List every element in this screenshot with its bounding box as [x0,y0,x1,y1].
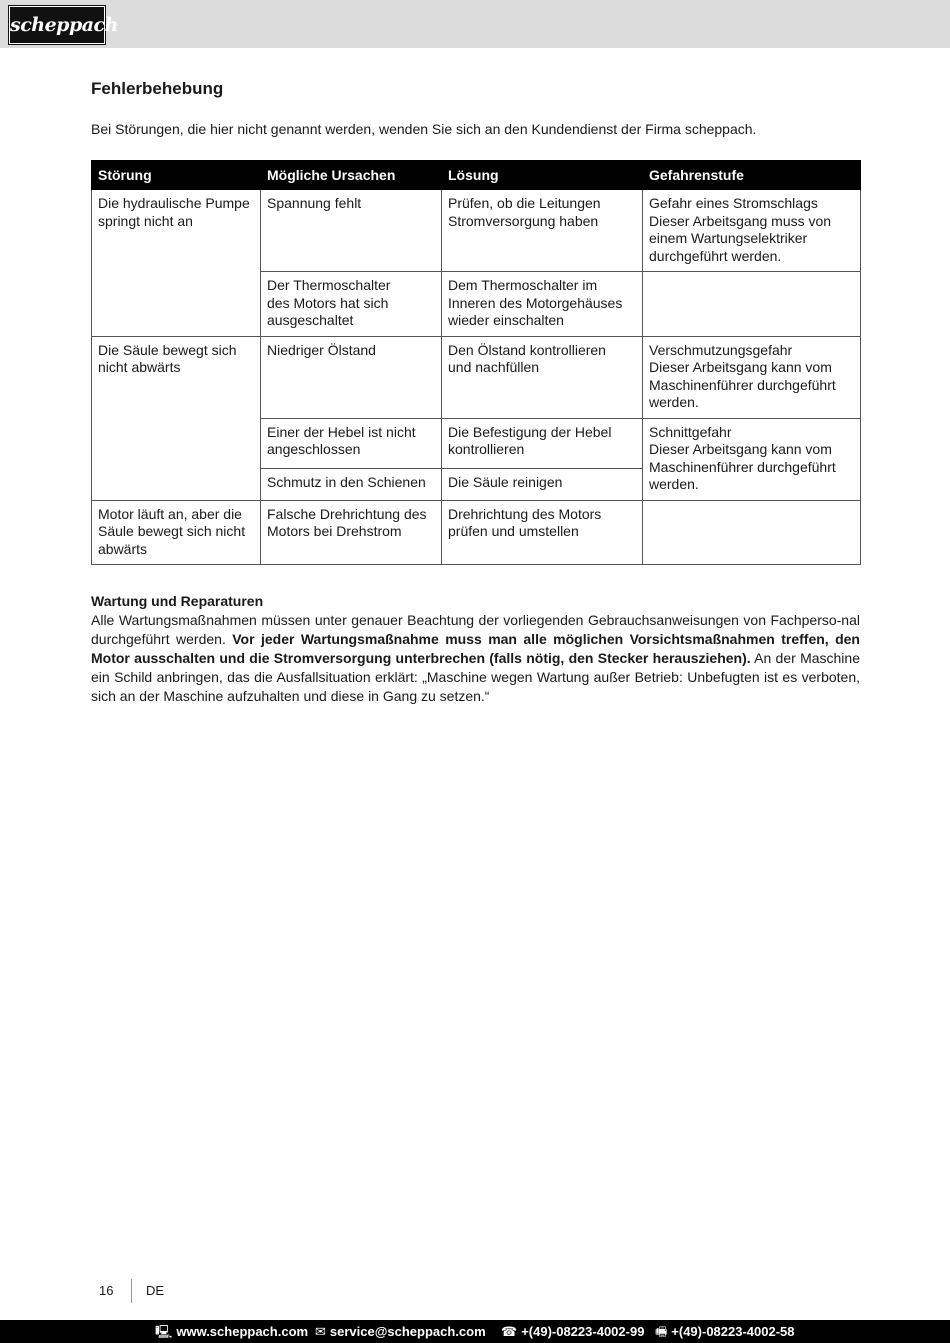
cell-line: abwärts [98,540,148,557]
cell-line: werden. [649,394,699,410]
cell-line: Maschinenführer durchgeführt [649,458,836,475]
phone-number: +(49)-08223-4002-99 [521,1324,645,1339]
cell-line: kontrollieren [448,441,525,457]
cell-line: Die Säule reinigen [448,473,563,490]
maintenance-title: Wartung und Reparaturen [91,593,264,609]
header-bar [0,0,950,48]
cell-line: Der Thermoschalter [267,277,391,293]
table-row [92,190,861,272]
fault-cell [92,336,261,500]
cell-line: des Motors hat sich [267,294,389,311]
header-fault: Störung [92,161,261,190]
header-causes: Mögliche Ursachen [261,161,442,190]
troubleshooting-table [91,160,861,565]
cell-line: Prüfen, ob die Leitungen [448,195,601,211]
fault-cell [92,500,261,565]
danger-cell [643,190,861,272]
cell-line: Die hydraulische Pumpe [98,195,250,211]
solution-cell [442,336,643,418]
cell-line: Verschmutzungsgefahr [649,341,793,358]
cell-line: Gefahr eines Stromschlags [649,195,818,211]
header-danger-level: Gefahrenstufe [643,161,861,190]
danger-cell [643,418,861,500]
cause-cell [261,336,442,418]
cause-cell [261,468,442,500]
email-link[interactable]: service@scheppach.com [329,1324,486,1339]
solution-cell [442,468,643,500]
table-row [92,336,861,418]
maintenance-text [91,611,860,706]
cause-cell [261,272,442,337]
cell-line: Dem Thermoschalter im [448,277,598,293]
table-row [92,500,861,565]
solution-cell [442,272,643,337]
cell-line: werden. [649,476,699,492]
website-contact[interactable] [155,1320,308,1343]
fax-contact [655,1320,795,1343]
cell-line: Maschinenführer durchgeführt [649,376,836,393]
cell-line: einem Wartungselektriker [649,230,808,246]
page-title: Fehlerbehebung [91,79,224,98]
phone-icon: ☎ [501,1324,518,1339]
cell-line: Die Befestigung der Hebel [448,423,612,440]
cause-cell [261,190,442,272]
cell-line: angeschlossen [267,441,361,457]
page-footer [91,1279,164,1303]
email-contact[interactable] [315,1320,486,1343]
website-link[interactable]: www.scheppach.com [176,1324,309,1339]
maintenance-text-part: Alle Wartungsmaßnahmen müssen unter genauer Beachtung der vorliegenden Gebrauchsanweisungen von Fachperso-nal durchgeführt werden. [91,612,860,647]
cell-line: Drehrichtung des Motors [448,505,602,522]
cell-line: Schmutz in den Schienen [267,473,426,490]
solution-cell [442,190,643,272]
cell-line: Schnittgefahr [649,423,732,440]
cell-line: Dieser Arbeitsgang kann vom [649,441,832,457]
computer-icon: 🖳 [155,1324,173,1339]
header-solution: Lösung [442,161,643,190]
phone-contact [501,1320,644,1343]
cell-line: Dieser Arbeitsgang muss von [649,212,832,229]
cell-line: Motor läuft an, aber die [98,505,242,522]
cell-line: prüfen und umstellen [448,523,579,539]
table-header-row [92,161,861,190]
cell-line: Niedriger Ölstand [267,341,376,358]
fault-cell [92,190,261,337]
cell-line: ausgeschaltet [267,312,354,328]
danger-cell [643,336,861,418]
danger-cell-empty [643,272,861,337]
cell-line: springt nicht an [98,212,193,229]
scheppach-logo: scheppach [9,6,105,44]
cell-line: Spannung fehlt [267,195,362,211]
intro-text: Bei Störungen, die hier nicht genannt werden, wenden Sie sich an den Kundendienst der Firma scheppach. [91,121,757,137]
cell-line: Den Ölstand kontrollieren [448,341,606,358]
fax-icon: 🖷 [655,1324,668,1339]
fax-number: +(49)-08223-4002-58 [671,1324,795,1339]
page-number: 16 [91,1279,132,1303]
cell-line: nicht abwärts [98,359,181,375]
solution-cell [442,418,643,468]
danger-cell-empty [643,500,861,565]
cell-line: durchgeführt werden. [649,247,782,264]
contact-bar [0,1320,950,1343]
maintenance-warning-bold: Vor jeder Wartungsmaßnahme muss man alle möglichen Vorsichtsmaßnahmen treffen, den Motor ausschalten und die Stromversorgung unterbrechen (falls nötig, den Stecker herausziehen). [91,631,860,666]
cell-line: Die Säule bewegt sich [98,341,237,358]
cell-line: Stromversorgung haben [448,212,599,229]
cell-line: Dieser Arbeitsgang kann vom [649,359,832,375]
cell-line: Falsche Drehrichtung des [267,505,427,522]
cell-line: Motors bei Drehstrom [267,523,402,539]
cell-line: Säule bewegt sich nicht [98,523,246,539]
cell-line: wieder einschalten [448,312,564,328]
cell-line: Inneren des Motorgehäuses [448,294,623,311]
language-code: DE [146,1283,165,1298]
cell-line: und nachfüllen [448,359,540,375]
cell-line: Einer der Hebel ist nicht [267,423,416,440]
mail-icon: ✉ [315,1324,326,1339]
cause-cell [261,500,442,565]
maintenance-text-part: An der Maschine ein Schild anbringen, das die Ausfallsituation erklärt: „Maschine wegen Wartung außer Betrieb: Unbefugten ist es verboten, sich an der Maschine aufzuhalten und diese in Gang zu setzen.“ [91,650,860,704]
solution-cell [442,500,643,565]
cause-cell [261,418,442,468]
main-content [91,78,860,706]
